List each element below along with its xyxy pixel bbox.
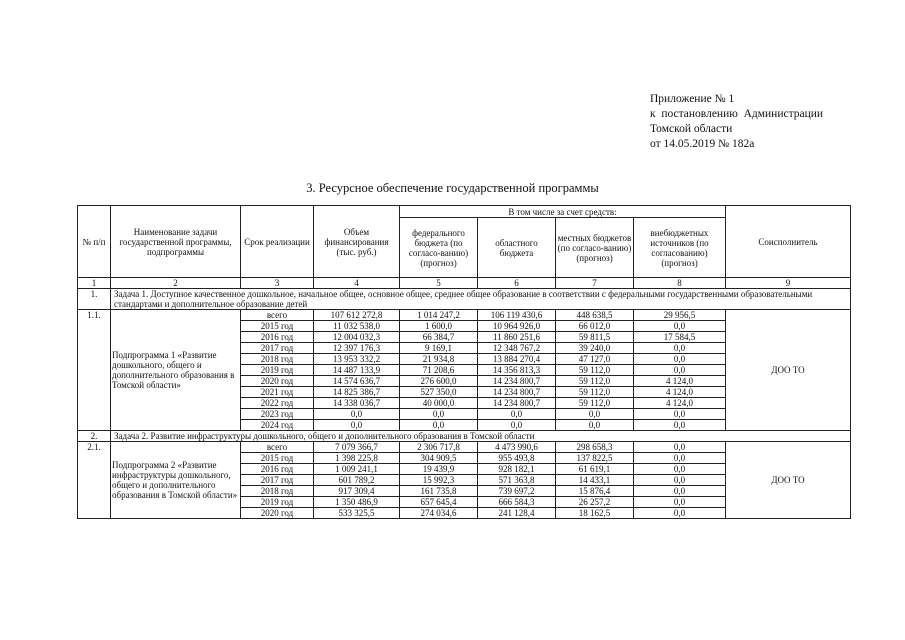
header-regional: областного бюджета <box>478 218 556 278</box>
appendix-line-4: от 14.05.2019 № 182а <box>650 138 755 150</box>
regional-cell: 106 119 430,6 <box>478 310 556 321</box>
col-number: 7 <box>556 278 634 289</box>
col-number: 5 <box>400 278 478 289</box>
extra-cell: 0,0 <box>634 442 726 453</box>
appendix-line-2: к постановлению Администрации <box>650 108 824 120</box>
volume-cell: 1 009 241,1 <box>314 464 400 475</box>
regional-cell: 14 356 813,3 <box>478 365 556 376</box>
period-cell: 2015 год <box>241 453 314 464</box>
extra-cell: 4 124,0 <box>634 387 726 398</box>
federal-cell: 527 350,0 <box>400 387 478 398</box>
volume-cell: 14 487 133,9 <box>314 365 400 376</box>
period-cell: 2015 год <box>241 321 314 332</box>
col-number: 2 <box>111 278 241 289</box>
volume-cell: 0,0 <box>314 420 400 431</box>
regional-cell: 12 348 767,2 <box>478 343 556 354</box>
resource-table <box>77 205 851 519</box>
col-number: 6 <box>478 278 556 289</box>
appendix-block <box>650 92 823 152</box>
coexecutor-cell: ДОО ТО <box>726 310 851 431</box>
federal-cell: 19 439,9 <box>400 464 478 475</box>
extra-cell: 17 584,5 <box>634 332 726 343</box>
volume-cell: 14 825 386,7 <box>314 387 400 398</box>
federal-cell: 66 384,7 <box>400 332 478 343</box>
regional-cell: 0,0 <box>478 420 556 431</box>
period-cell: всего <box>241 310 314 321</box>
header-local: местных бюджетов (по согласо-ванию) (прогноз) <box>556 218 634 278</box>
task-number: 1. <box>78 289 111 310</box>
header-volume: Объем финансирования (тыс. руб.) <box>314 206 400 278</box>
regional-cell: 241 128,4 <box>478 508 556 519</box>
task-text: Задача 2. Развитие инфраструктуры дошкольного, общего и дополнительного образования в Томской области <box>111 431 851 442</box>
regional-cell: 955 493,8 <box>478 453 556 464</box>
period-cell: 2019 год <box>241 497 314 508</box>
volume-cell: 12 004 032,3 <box>314 332 400 343</box>
federal-cell: 276 600,0 <box>400 376 478 387</box>
regional-cell: 10 964 926,0 <box>478 321 556 332</box>
period-cell: 2022 год <box>241 398 314 409</box>
extra-cell: 0,0 <box>634 420 726 431</box>
table-row <box>78 310 851 321</box>
extra-cell: 0,0 <box>634 497 726 508</box>
local-cell: 137 822,5 <box>556 453 634 464</box>
extra-cell: 0,0 <box>634 508 726 519</box>
regional-cell: 4 473 990,6 <box>478 442 556 453</box>
header-including: В том числе за счет средств: <box>400 206 726 218</box>
regional-cell: 0,0 <box>478 409 556 420</box>
local-cell: 59 112,0 <box>556 365 634 376</box>
volume-cell: 1 398 225,8 <box>314 453 400 464</box>
subprogram-name: Подпрограмма 2 «Развитие инфраструктуры дошкольного, общего и дополнительного образования в Томской области» <box>111 442 241 519</box>
period-cell: 2023 год <box>241 409 314 420</box>
federal-cell: 40 000,0 <box>400 398 478 409</box>
federal-cell: 0,0 <box>400 409 478 420</box>
volume-cell: 0,0 <box>314 409 400 420</box>
period-cell: 2024 год <box>241 420 314 431</box>
regional-cell: 571 363,8 <box>478 475 556 486</box>
regional-cell: 739 697,2 <box>478 486 556 497</box>
period-cell: 2018 год <box>241 486 314 497</box>
volume-cell: 601 789,2 <box>314 475 400 486</box>
period-cell: 2021 год <box>241 387 314 398</box>
task-text: Задача 1. Доступное качественное дошкольное, начальное общее, основное общее, среднее общее образование в соответствии с федеральными государственными образовательными стандартами и дополнительное образование детей <box>111 289 851 310</box>
local-cell: 59 112,0 <box>556 387 634 398</box>
period-cell: всего <box>241 442 314 453</box>
subprogram-name: Подпрограмма 1 «Развитие дошкольного, общего и дополнительного образования в Томской области» <box>111 310 241 431</box>
local-cell: 59 112,0 <box>556 376 634 387</box>
task-row <box>78 289 851 310</box>
regional-cell: 666 584,3 <box>478 497 556 508</box>
table-row <box>78 442 851 453</box>
extra-cell: 0,0 <box>634 365 726 376</box>
period-cell: 2017 год <box>241 343 314 354</box>
federal-cell: 0,0 <box>400 420 478 431</box>
local-cell: 0,0 <box>556 420 634 431</box>
col-number: 1 <box>78 278 111 289</box>
coexecutor-cell: ДОО ТО <box>726 442 851 519</box>
regional-cell: 14 234 800,7 <box>478 398 556 409</box>
federal-cell: 274 034,6 <box>400 508 478 519</box>
federal-cell: 657 645,4 <box>400 497 478 508</box>
task-number: 2. <box>78 431 111 442</box>
extra-cell: 0,0 <box>634 475 726 486</box>
extra-cell: 0,0 <box>634 321 726 332</box>
extra-cell: 0,0 <box>634 486 726 497</box>
federal-cell: 71 208,6 <box>400 365 478 376</box>
local-cell: 18 162,5 <box>556 508 634 519</box>
regional-cell: 928 182,1 <box>478 464 556 475</box>
regional-cell: 13 884 270,4 <box>478 354 556 365</box>
period-cell: 2019 год <box>241 365 314 376</box>
volume-cell: 917 309,4 <box>314 486 400 497</box>
federal-cell: 21 934,8 <box>400 354 478 365</box>
local-cell: 14 433,1 <box>556 475 634 486</box>
task-row <box>78 431 851 442</box>
volume-cell: 11 032 538,0 <box>314 321 400 332</box>
regional-cell: 14 234 800,7 <box>478 376 556 387</box>
extra-cell: 0,0 <box>634 464 726 475</box>
subprogram-number: 2.1. <box>78 442 111 519</box>
local-cell: 298 658,3 <box>556 442 634 453</box>
extra-cell: 29 956,5 <box>634 310 726 321</box>
period-cell: 2016 год <box>241 464 314 475</box>
federal-cell: 304 909,5 <box>400 453 478 464</box>
col-number: 3 <box>241 278 314 289</box>
extra-cell: 4 124,0 <box>634 376 726 387</box>
period-cell: 2016 год <box>241 332 314 343</box>
extra-cell: 0,0 <box>634 409 726 420</box>
volume-cell: 533 325,5 <box>314 508 400 519</box>
federal-cell: 1 600,0 <box>400 321 478 332</box>
federal-cell: 15 992,3 <box>400 475 478 486</box>
volume-cell: 14 338 036,7 <box>314 398 400 409</box>
local-cell: 448 638,5 <box>556 310 634 321</box>
local-cell: 15 876,4 <box>556 486 634 497</box>
federal-cell: 9 169,1 <box>400 343 478 354</box>
volume-cell: 107 612 272,8 <box>314 310 400 321</box>
header-num: № п/п <box>78 206 111 278</box>
subprogram-number: 1.1. <box>78 310 111 431</box>
local-cell: 59 811,5 <box>556 332 634 343</box>
local-cell: 66 012,0 <box>556 321 634 332</box>
period-cell: 2018 год <box>241 354 314 365</box>
header-period: Срок реализации <box>241 206 314 278</box>
column-numbers-row <box>78 278 851 289</box>
federal-cell: 2 306 717,8 <box>400 442 478 453</box>
document-title: 3. Ресурсное обеспечение государственной программы <box>306 181 599 195</box>
extra-cell: 4 124,0 <box>634 398 726 409</box>
local-cell: 61 619,1 <box>556 464 634 475</box>
local-cell: 59 112,0 <box>556 398 634 409</box>
volume-cell: 1 350 486,9 <box>314 497 400 508</box>
period-cell: 2020 год <box>241 376 314 387</box>
appendix-line-3: Томской области <box>650 123 733 135</box>
local-cell: 47 127,0 <box>556 354 634 365</box>
local-cell: 39 240,0 <box>556 343 634 354</box>
period-cell: 2017 год <box>241 475 314 486</box>
header-coexec: Соисполнитель <box>726 206 851 278</box>
local-cell: 26 257,2 <box>556 497 634 508</box>
federal-cell: 1 014 247,2 <box>400 310 478 321</box>
extra-cell: 0,0 <box>634 453 726 464</box>
col-number: 4 <box>314 278 400 289</box>
period-cell: 2020 год <box>241 508 314 519</box>
volume-cell: 13 953 332,2 <box>314 354 400 365</box>
col-number: 8 <box>634 278 726 289</box>
col-number: 9 <box>726 278 851 289</box>
extra-cell: 0,0 <box>634 354 726 365</box>
volume-cell: 7 079 366,7 <box>314 442 400 453</box>
regional-cell: 11 860 251,6 <box>478 332 556 343</box>
header-extra: внебюджетных источников (по согласованию) (прогноз) <box>634 218 726 278</box>
regional-cell: 14 234 800,7 <box>478 387 556 398</box>
federal-cell: 161 735,8 <box>400 486 478 497</box>
extra-cell: 0,0 <box>634 343 726 354</box>
header-federal: федерального бюджета (по согласо-ванию) (прогноз) <box>400 218 478 278</box>
appendix-line-1: Приложение № 1 <box>650 93 735 105</box>
header-name: Наименование задачи государственной программы, подпрограммы <box>111 206 241 278</box>
local-cell: 0,0 <box>556 409 634 420</box>
volume-cell: 12 397 176,3 <box>314 343 400 354</box>
volume-cell: 14 574 636,7 <box>314 376 400 387</box>
